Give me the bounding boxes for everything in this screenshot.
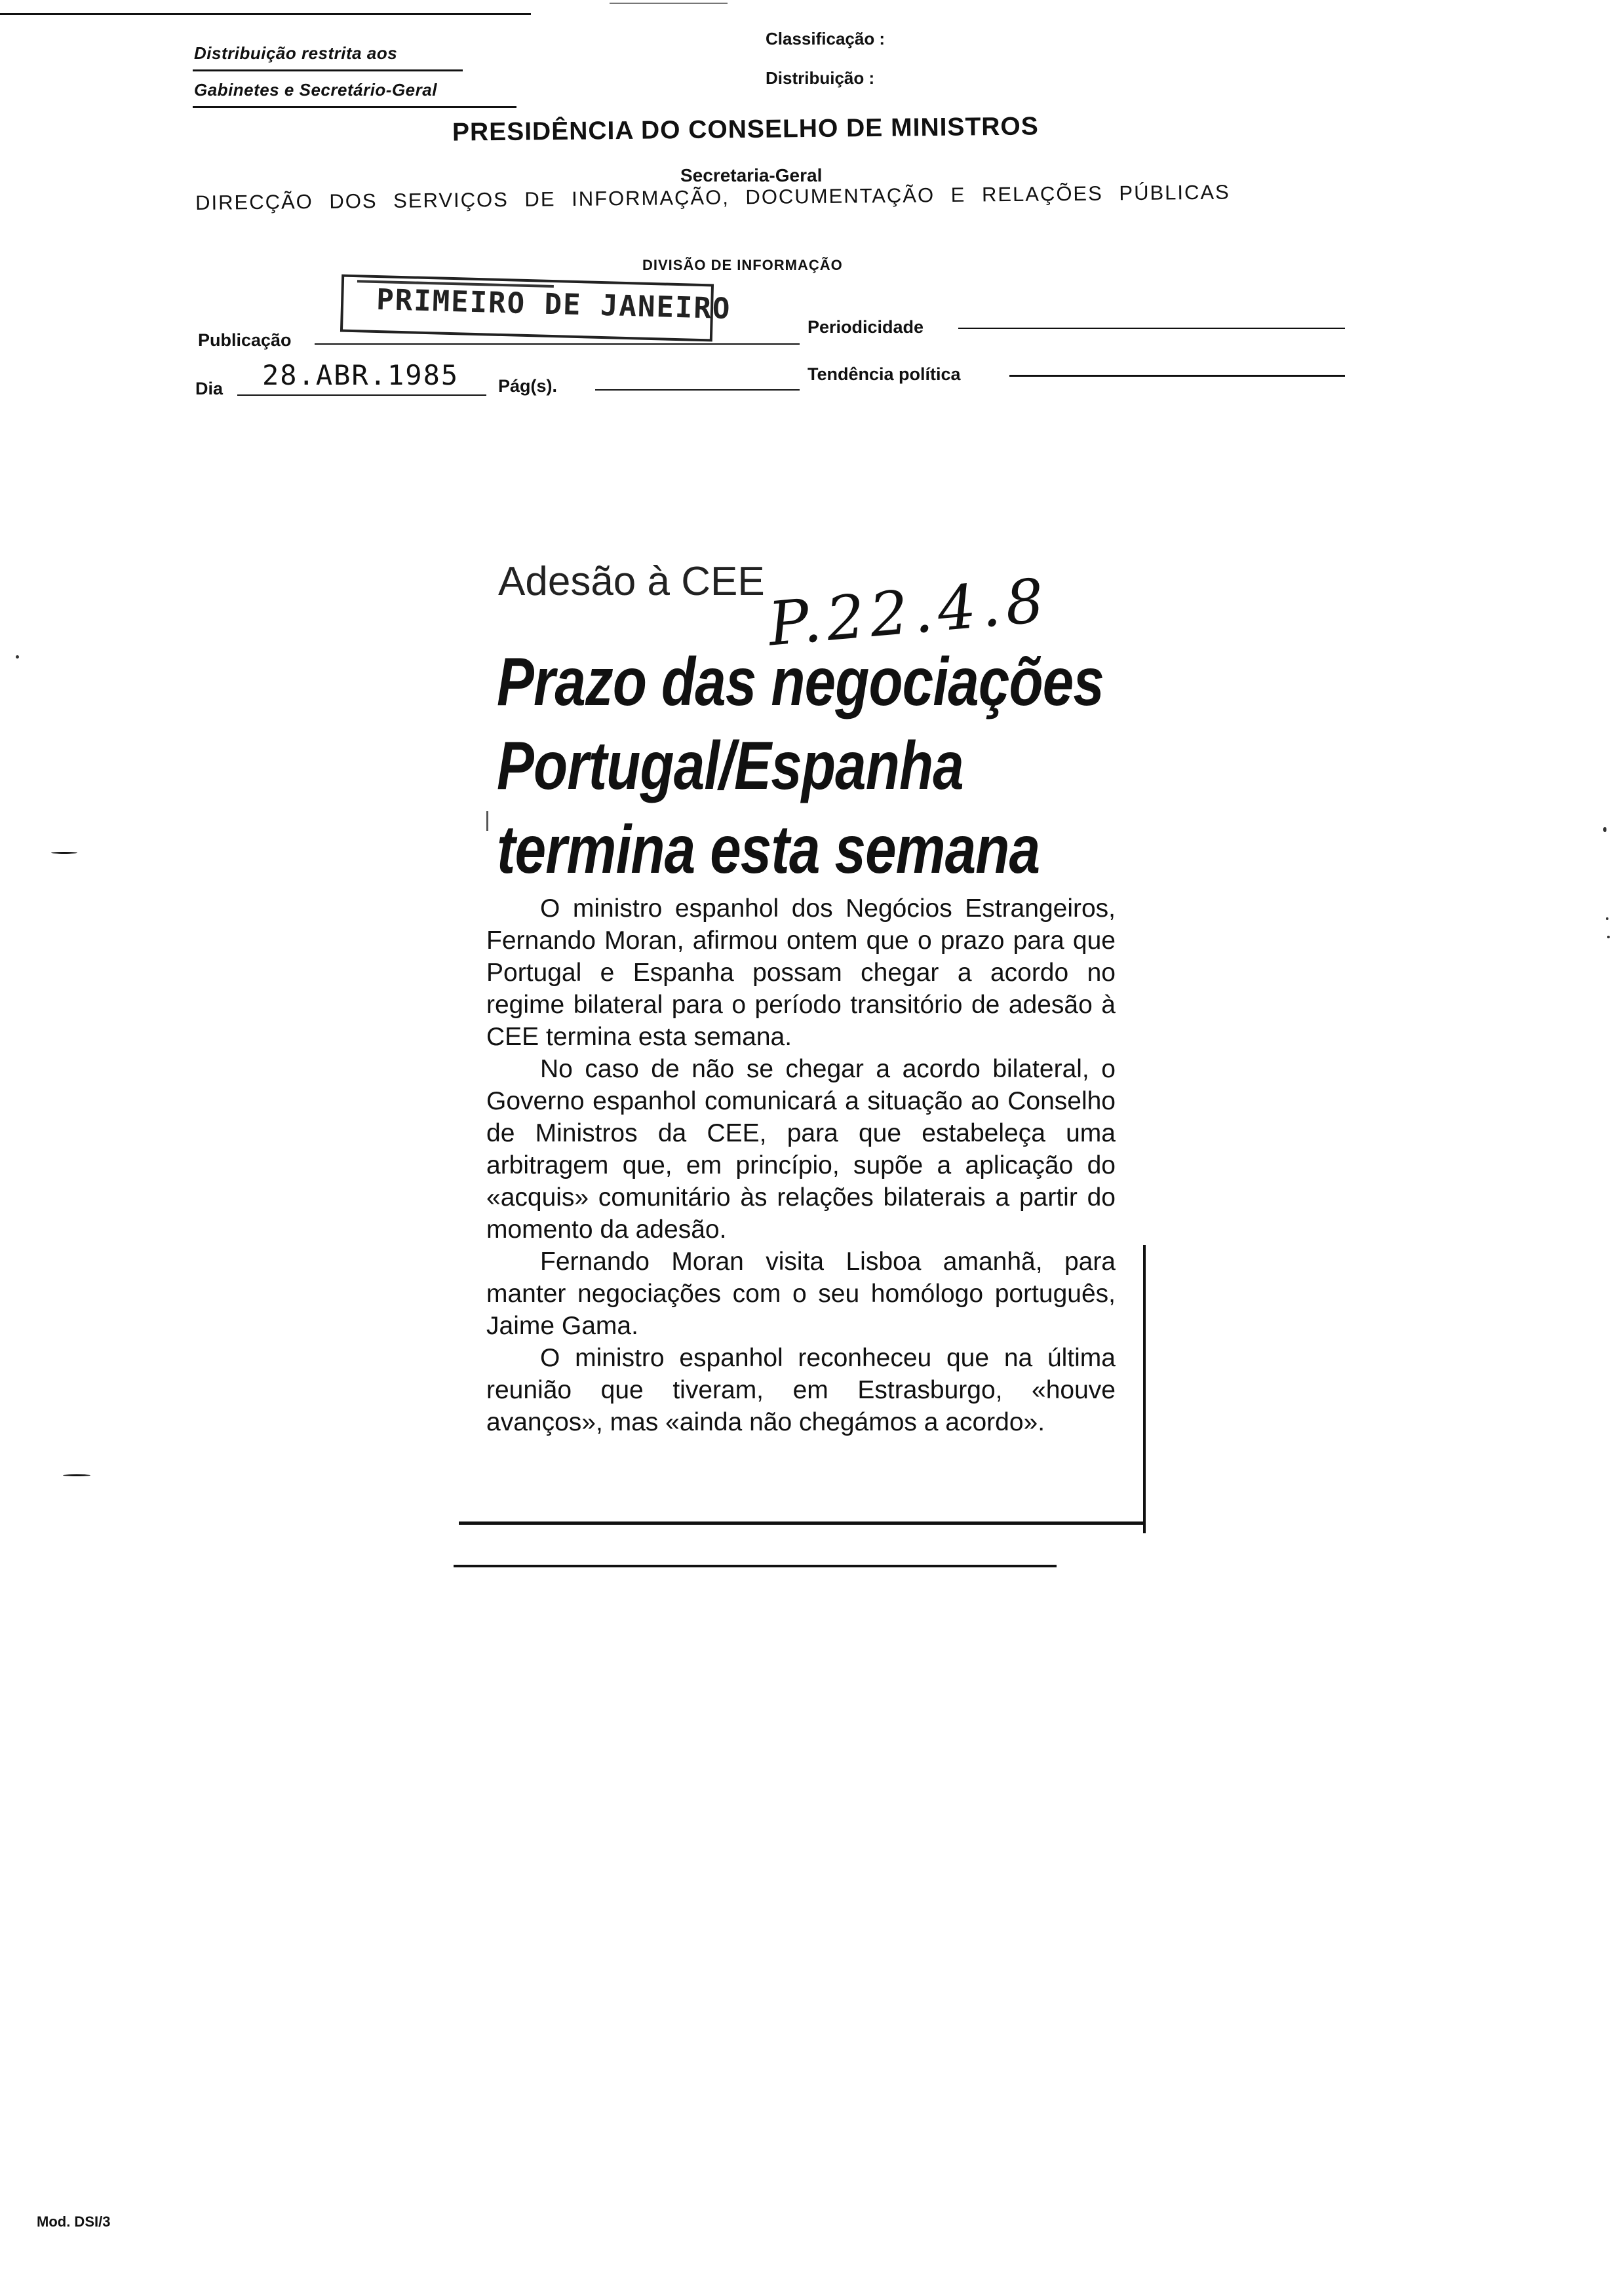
clipping-left-tick xyxy=(486,811,488,831)
article-paragraph-1: O ministro espanhol dos Negócios Estrangeiros, Fernando Moran, afirmou ontem que o prazo para que Portugal e Espanha possam chegar a acordo no regime bilateral para o período transitório de adesão à CEE termina esta semana. xyxy=(486,894,1116,1051)
directorate-heading: DIRECÇÃO DOS SERVIÇOS DE INFORMAÇÃO, DOCUMENTAÇÃO E RELAÇÕES PÚBLICAS xyxy=(195,180,1230,214)
top-edge-rule-right xyxy=(610,3,728,4)
pages-label: Pág(s). xyxy=(498,376,558,396)
clipping-right-border xyxy=(1143,1245,1146,1533)
political-tendency-label: Tendência política xyxy=(808,364,961,384)
headline-line-3: termina esta semana xyxy=(497,812,1040,888)
article-body xyxy=(486,892,1116,1438)
distribution-underline-1 xyxy=(193,69,463,71)
headline-line-2: Portugal/Espanha xyxy=(497,728,963,804)
article-kicker: Adesão à CEE xyxy=(498,559,765,604)
scan-mark-left-1 xyxy=(51,852,77,854)
publication-line xyxy=(315,343,800,345)
distribution-underline-2 xyxy=(193,106,516,108)
scan-speck-1 xyxy=(16,655,19,659)
clipping-bottom-border xyxy=(459,1521,1146,1525)
pages-line xyxy=(595,389,800,391)
day-label: Dia xyxy=(195,379,224,398)
publication-label: Publicação xyxy=(198,330,292,350)
top-edge-rule xyxy=(0,13,531,15)
secretariat-heading: Secretaria-Geral xyxy=(680,165,823,185)
distribution-label: Distribuição : xyxy=(766,68,875,88)
handwritten-reference: P.22.4.8 xyxy=(766,565,1052,660)
article-paragraph-3: Fernando Moran visita Lisboa amanhã, para manter negociações com o seu homólogo português, Jaime Gama. xyxy=(486,1248,1116,1340)
form-code: Mod. DSI/3 xyxy=(37,2213,111,2230)
headline-line-1: Prazo das negociações xyxy=(497,644,1104,720)
scan-speck-2 xyxy=(1603,827,1606,832)
political-tendency-line xyxy=(1009,375,1345,377)
scan-speck-3 xyxy=(1606,917,1608,920)
distribution-line-2: Gabinetes e Secretário-Geral xyxy=(194,80,437,100)
scan-speck-4 xyxy=(1607,936,1610,938)
division-heading: DIVISÃO DE INFORMAÇÃO xyxy=(642,257,843,273)
publication-stamp-text: PRIMEIRO DE JANEIRO xyxy=(376,282,732,326)
article-paragraph-2: No caso de não se chegar a acordo bilateral, o Governo espanhol comunicará a situação ao Conselho de Ministros da CEE, para que estabeleça uma arbitragem que, em princípio, supõe a aplicação do «acquis» comunitário às relações bilaterais a partir do momento da adesão. xyxy=(486,1055,1116,1244)
day-value: 28.ABR.1985 xyxy=(262,359,459,391)
scan-mark-left-2 xyxy=(63,1474,90,1476)
classification-label: Classificação : xyxy=(766,29,885,48)
presidency-heading: PRESIDÊNCIA DO CONSELHO DE MINISTROS xyxy=(452,112,1040,147)
periodicity-label: Periodicidade xyxy=(808,317,924,337)
clipping-lower-rule xyxy=(454,1565,1057,1567)
day-line xyxy=(237,394,486,396)
publication-stamp xyxy=(340,275,732,342)
article-paragraph-4: O ministro espanhol reconheceu que na última reunião que tiveram, em Estrasburgo, «houve avanços», mas «ainda não chegámos a acordo». xyxy=(486,1344,1116,1436)
distribution-line-1: Distribuição restrita aos xyxy=(194,43,398,63)
periodicity-line xyxy=(958,328,1345,329)
